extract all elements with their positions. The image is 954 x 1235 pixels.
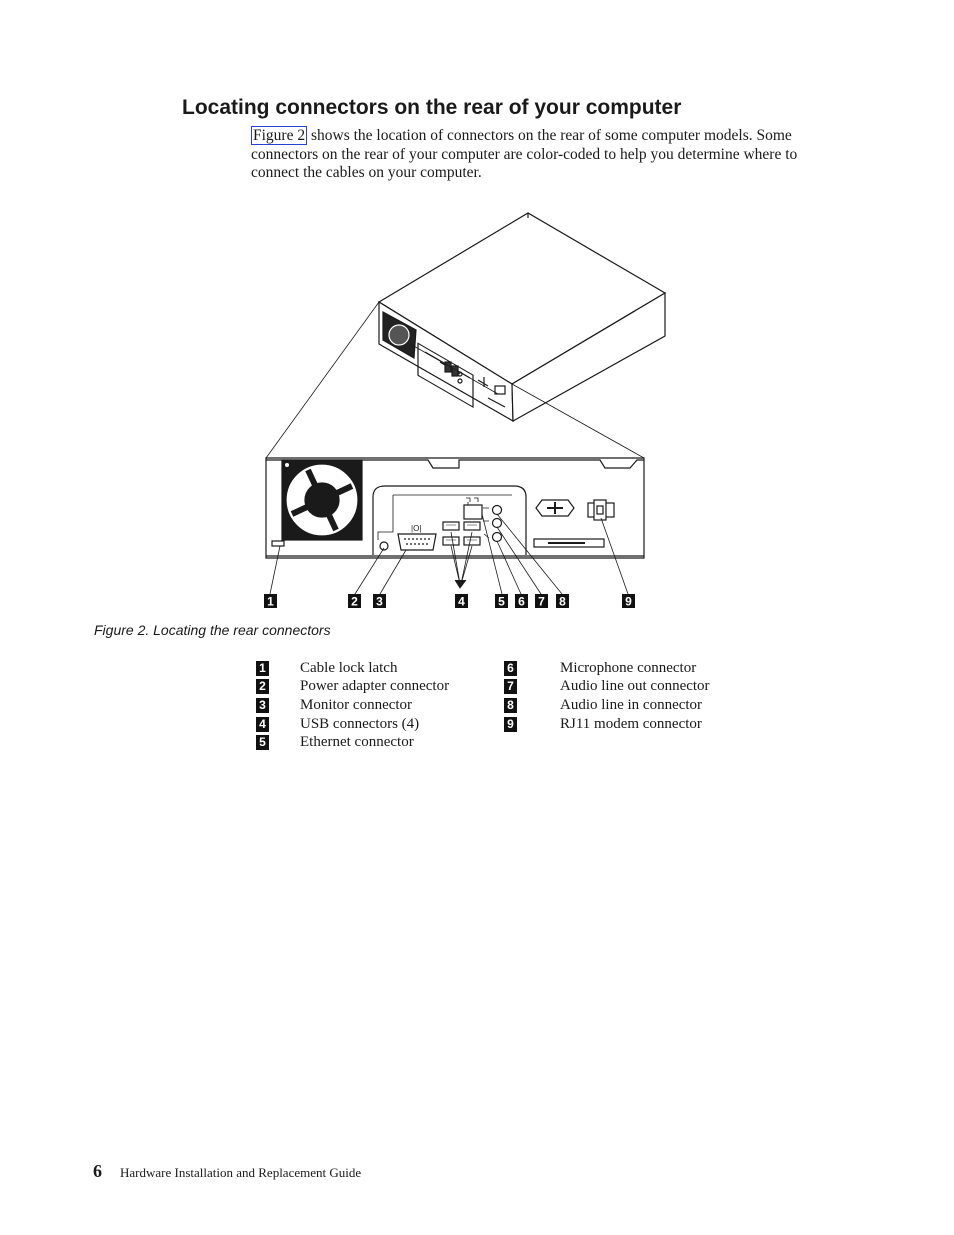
svg-text:2: 2 — [351, 594, 358, 609]
page-heading: Locating connectors on the rear of your computer — [182, 96, 682, 119]
callout-badges — [264, 594, 635, 609]
legend-badge: 5 — [256, 735, 269, 750]
legend-badge: 2 — [256, 679, 269, 694]
callout-4 — [455, 594, 468, 609]
callout-9 — [622, 594, 635, 609]
legend-label: USB connectors (4) — [300, 716, 420, 732]
legend-label: Power adapter connector — [300, 678, 450, 694]
legend-label: Audio line out connector — [560, 678, 710, 694]
legend-label: Microphone connector — [560, 660, 697, 676]
legend-badge: 9 — [504, 717, 517, 732]
rear-panel-detail — [266, 458, 644, 558]
page-number: 6 — [93, 1161, 102, 1181]
callout-8 — [556, 594, 569, 609]
callout-2 — [348, 594, 361, 609]
figure-caption: Figure 2. Locating the rear connectors — [94, 622, 331, 638]
legend-badge: 1 — [256, 661, 269, 676]
legend-badge: 7 — [504, 679, 517, 694]
legend-label: RJ11 modem connector — [560, 716, 702, 732]
callout-5 — [495, 594, 508, 609]
legend-label: Ethernet connector — [300, 734, 414, 750]
figure-2-link[interactable]: Figure 2 — [253, 127, 306, 144]
svg-text:4: 4 — [458, 594, 465, 609]
legend-badge: 8 — [504, 698, 517, 713]
callout-7 — [535, 594, 548, 609]
callout-3 — [373, 594, 386, 609]
svg-text:5: 5 — [498, 594, 505, 609]
legend-label: Audio line in connector — [560, 697, 703, 713]
svg-text:7: 7 — [538, 594, 545, 609]
legend-badge: 6 — [504, 661, 517, 676]
svg-text:6: 6 — [518, 594, 525, 609]
svg-text:3: 3 — [376, 594, 383, 609]
legend-badge: 4 — [256, 717, 269, 732]
intro-text: shows the location of connectors on the rear of some computer models. Some connectors on the rear of your computer are color-coded to help you determine where to connect the cables on your computer. — [251, 127, 798, 181]
svg-text:9: 9 — [625, 594, 632, 609]
callout-1 — [264, 594, 277, 609]
legend-badge: 3 — [256, 698, 269, 713]
legend-label: Cable lock latch — [300, 660, 398, 676]
callout-6 — [515, 594, 528, 609]
svg-text:1: 1 — [267, 594, 274, 609]
svg-text:8: 8 — [559, 594, 566, 609]
fan-vent — [282, 460, 362, 540]
svg-text:|O|: |O| — [411, 524, 422, 533]
legend-label: Monitor connector — [300, 697, 413, 713]
footer-book-title: Hardware Installation and Replacement Guide — [120, 1165, 362, 1180]
